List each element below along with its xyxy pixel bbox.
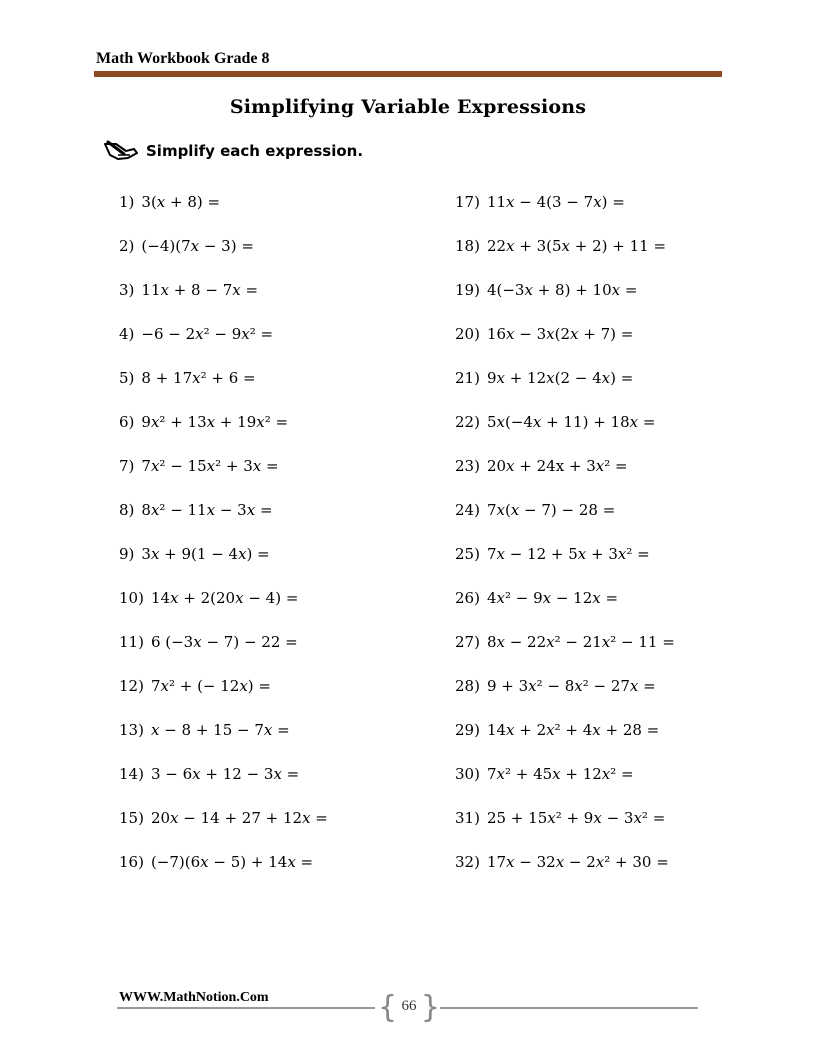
- problem-expression: 7𝑥² − 15𝑥² + 3𝑥 =: [141, 457, 279, 475]
- instruction: [104, 140, 363, 162]
- problem-number: 26): [455, 589, 480, 607]
- problem-number: 10): [119, 589, 144, 607]
- problem-number: 20): [455, 325, 480, 343]
- problem-number: 24): [455, 501, 480, 519]
- problem-item: [455, 762, 675, 806]
- problem-item: [119, 190, 328, 234]
- problem-expression: 8𝑥 − 22𝑥² − 21𝑥² − 11 =: [486, 633, 675, 651]
- problem-number: 14): [119, 765, 144, 783]
- problem-number: 17): [455, 193, 480, 211]
- problem-expression: −6 − 2𝑥² − 9𝑥² =: [141, 325, 274, 343]
- problem-expression: 20𝑥 − 14 + 27 + 12𝑥 =: [150, 809, 328, 827]
- problem-number: 6): [119, 413, 135, 431]
- problem-expression: 11𝑥 + 8 − 7𝑥 =: [141, 281, 259, 299]
- problem-number: 25): [455, 545, 480, 563]
- problem-expression: 9𝑥² + 13𝑥 + 19𝑥² =: [141, 413, 289, 431]
- problem-number: 16): [119, 853, 144, 871]
- problem-item: [455, 630, 675, 674]
- problem-number: 11): [119, 633, 144, 651]
- problem-item: [455, 190, 675, 234]
- problem-item: [455, 410, 675, 454]
- problem-expression: 7𝑥 − 12 + 5𝑥 + 3𝑥² =: [486, 545, 650, 563]
- problem-expression: 22𝑥 + 3(5𝑥 + 2) + 11 =: [486, 237, 667, 255]
- problem-expression: 20𝑥 + 24x + 3𝑥² =: [486, 457, 628, 475]
- problem-number: 28): [455, 677, 480, 695]
- problem-item: [455, 806, 675, 850]
- problem-expression: 5𝑥(−4𝑥 + 11) + 18𝑥 =: [486, 413, 656, 431]
- problem-item: [119, 498, 328, 542]
- problem-expression: (−7)(6𝑥 − 5) + 14𝑥 =: [150, 853, 314, 871]
- problem-item: [455, 586, 675, 630]
- problem-item: [455, 850, 675, 894]
- instruction-text: Simplify each expression.: [146, 142, 364, 160]
- problem-number: 8): [119, 501, 135, 519]
- problem-expression: (−4)(7𝑥 − 3) =: [141, 237, 254, 255]
- problem-number: 22): [455, 413, 480, 431]
- problem-expression: 17𝑥 − 32𝑥 − 2𝑥² + 30 =: [486, 853, 669, 871]
- problem-item: [119, 366, 328, 410]
- problem-item: [119, 630, 328, 674]
- problem-item: [455, 542, 675, 586]
- problem-item: [455, 718, 675, 762]
- problem-number: 23): [455, 457, 480, 475]
- problem-expression: 4𝑥² − 9𝑥 − 12𝑥 =: [486, 589, 619, 607]
- problem-number: 5): [119, 369, 135, 387]
- footer-rule-left: [117, 1007, 375, 1009]
- problem-item: [455, 454, 675, 498]
- problem-item: [119, 806, 328, 850]
- problem-item: [119, 542, 328, 586]
- problems-column-right: [455, 190, 675, 894]
- problem-number: 29): [455, 721, 480, 739]
- problem-item: [119, 850, 328, 894]
- footer-rule-right: [440, 1007, 698, 1009]
- problem-expression: 9𝑥 + 12𝑥(2 − 4𝑥) =: [486, 369, 634, 387]
- problems-column-left: [119, 190, 328, 894]
- problem-expression: 8 + 17𝑥² + 6 =: [141, 369, 256, 387]
- problem-expression: 3𝑥 + 9(1 − 4𝑥) =: [141, 545, 270, 563]
- problem-expression: 6 (−3𝑥 − 7) − 22 =: [150, 633, 298, 651]
- page-number-box: [378, 991, 440, 1025]
- problem-expression: 14𝑥 + 2(20𝑥 − 4) =: [150, 589, 299, 607]
- problem-number: 19): [455, 281, 480, 299]
- problem-expression: 3 − 6𝑥 + 12 − 3𝑥 =: [150, 765, 300, 783]
- problem-expression: 3(𝑥 + 8) =: [141, 193, 221, 211]
- problem-expression: 16𝑥 − 3𝑥(2𝑥 + 7) =: [486, 325, 634, 343]
- problem-expression: 7𝑥(𝑥 − 7) − 28 =: [486, 501, 616, 519]
- problem-item: [455, 278, 675, 322]
- problem-expression: 9 + 3𝑥² − 8𝑥² − 27𝑥 =: [486, 677, 656, 695]
- problem-expression: 𝑥 − 8 + 15 − 7𝑥 =: [150, 721, 290, 739]
- problem-number: 4): [119, 325, 135, 343]
- problem-number: 9): [119, 545, 135, 563]
- problem-item: [119, 586, 328, 630]
- problem-expression: 4(−3𝑥 + 8) + 10𝑥 =: [486, 281, 638, 299]
- problem-number: 30): [455, 765, 480, 783]
- problem-item: [119, 674, 328, 718]
- problem-number: 7): [119, 457, 135, 475]
- page-number: 66: [401, 998, 417, 1014]
- workbook-title: Math Workbook Grade 8: [96, 50, 270, 67]
- problem-item: [455, 366, 675, 410]
- problem-number: 21): [455, 369, 480, 387]
- problem-expression: 7𝑥² + 45𝑥 + 12𝑥² =: [486, 765, 634, 783]
- problem-item: [119, 762, 328, 806]
- problem-expression: 11𝑥 − 4(3 − 7𝑥) =: [486, 193, 625, 211]
- problem-item: [119, 718, 328, 762]
- problem-number: 15): [119, 809, 144, 827]
- problem-item: [119, 278, 328, 322]
- left-brace-icon: {: [378, 990, 398, 1025]
- problem-item: [119, 454, 328, 498]
- problem-number: 13): [119, 721, 144, 739]
- problem-expression: 14𝑥 + 2𝑥² + 4𝑥 + 28 =: [486, 721, 660, 739]
- problem-number: 12): [119, 677, 144, 695]
- problem-number: 3): [119, 281, 135, 299]
- problem-number: 1): [119, 193, 135, 211]
- footer-website: WWW.MathNotion.Com: [119, 990, 269, 1005]
- header-rule: [94, 71, 722, 77]
- problem-expression: 8𝑥² − 11𝑥 − 3𝑥 =: [141, 501, 273, 519]
- problem-number: 18): [455, 237, 480, 255]
- page-title: Simplifying Variable Expressions: [229, 96, 587, 118]
- problem-item: [119, 322, 328, 366]
- problem-number: 2): [119, 237, 135, 255]
- problem-item: [455, 674, 675, 718]
- problem-item: [119, 410, 328, 454]
- problem-item: [455, 234, 675, 278]
- problem-expression: 7𝑥² + (− 12𝑥) =: [150, 677, 271, 695]
- right-brace-icon: }: [420, 990, 440, 1025]
- pencil-hand-icon: [104, 140, 138, 162]
- problem-item: [455, 322, 675, 366]
- problem-expression: 25 + 15𝑥² + 9𝑥 − 3𝑥² =: [486, 809, 666, 827]
- problem-number: 31): [455, 809, 480, 827]
- problem-number: 27): [455, 633, 480, 651]
- problem-item: [455, 498, 675, 542]
- problem-number: 32): [455, 853, 480, 871]
- problem-item: [119, 234, 328, 278]
